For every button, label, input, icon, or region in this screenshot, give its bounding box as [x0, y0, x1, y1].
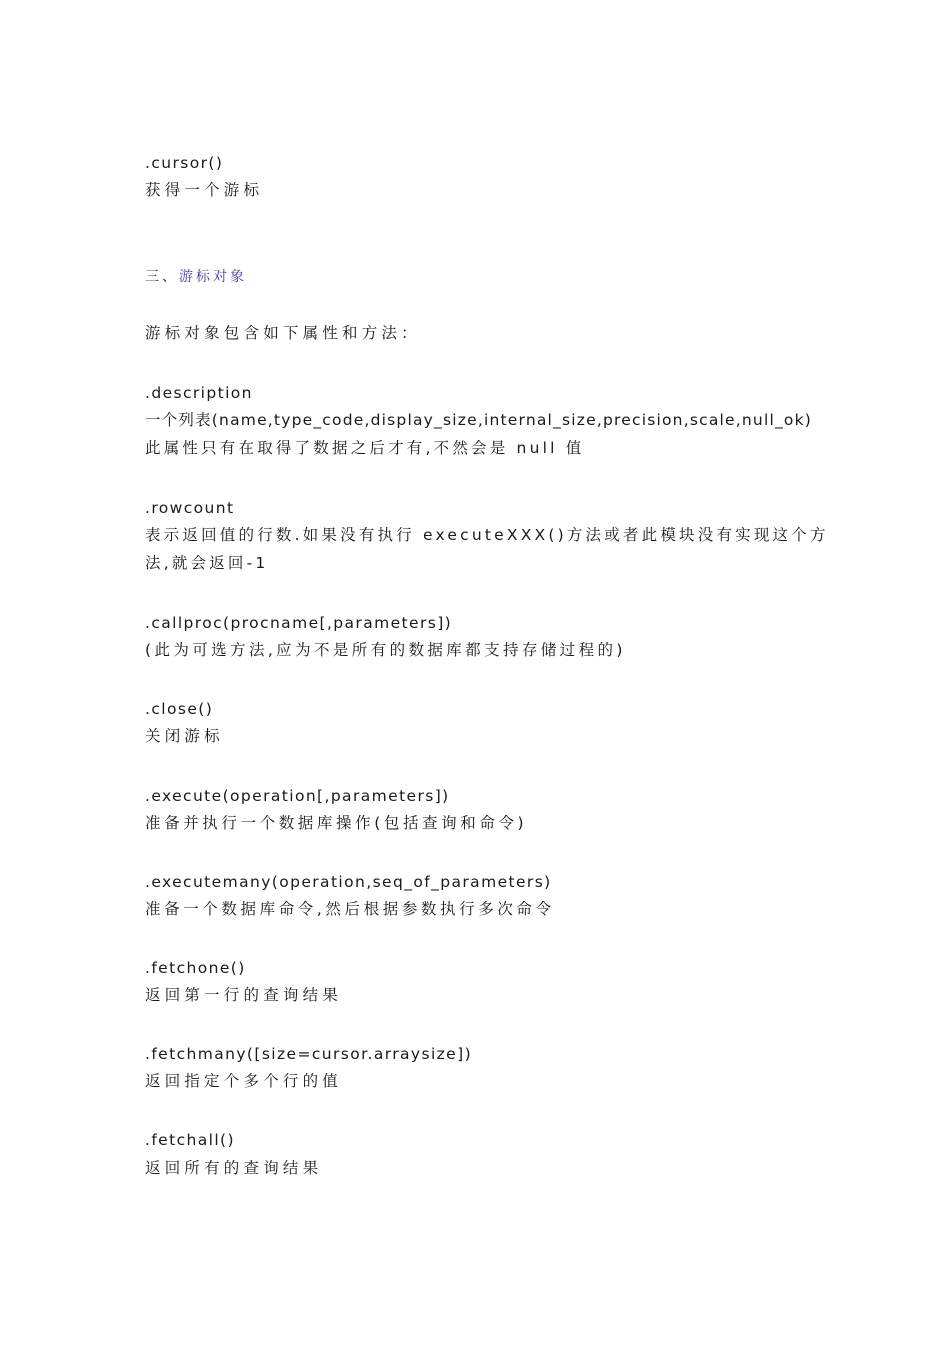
method-execute-desc: 准备并执行一个数据库操作(包括查询和命令)	[145, 814, 528, 832]
method-fetchall: .fetchall()	[145, 1131, 235, 1149]
method-fetchall-desc: 返回所有的查询结果	[145, 1159, 323, 1177]
method-fetchone-desc: 返回第一行的查询结果	[145, 986, 343, 1004]
method-cursor: .cursor()	[145, 154, 224, 172]
method-executemany-desc: 准备一个数据库命令,然后根据参数执行多次命令	[145, 900, 555, 918]
attr-description-desc-2: 此属性只有在取得了数据之后才有,不然会是 null 值	[145, 439, 585, 457]
method-callproc-desc: (此为可选方法,应为不是所有的数据库都支持存储过程的)	[145, 641, 626, 659]
method-callproc: .callproc(procname[,parameters])	[145, 614, 453, 632]
attr-description: .description	[145, 384, 253, 402]
section-heading	[145, 267, 247, 287]
method-executemany: .executemany(operation,seq_of_parameters)	[145, 873, 552, 891]
intro-text: 游标对象包含如下属性和方法：	[145, 324, 421, 342]
method-execute: .execute(operation[,parameters])	[145, 787, 450, 805]
attr-rowcount-desc-2: 法,就会返回-1	[145, 554, 269, 572]
section-title: 游标对象	[179, 269, 247, 285]
method-fetchmany-desc: 返回指定个多个行的值	[145, 1072, 343, 1090]
method-fetchmany: .fetchmany([size=cursor.arraysize])	[145, 1045, 473, 1063]
attr-description-desc-1: 一个列表(name,type_code,display_size,internal_size,precision,scale,null_ok)	[145, 411, 813, 429]
method-close: .close()	[145, 700, 214, 718]
method-cursor-desc: 获得一个游标	[145, 181, 264, 199]
method-close-desc: 关闭游标	[145, 727, 224, 745]
attr-rowcount-desc-1: 表示返回值的行数.如果没有执行 executeXXX()方法或者此模块没有实现这个方	[145, 526, 829, 544]
attr-rowcount: .rowcount	[145, 499, 235, 517]
method-fetchone: .fetchone()	[145, 959, 246, 977]
section-number: 三、	[145, 269, 179, 285]
